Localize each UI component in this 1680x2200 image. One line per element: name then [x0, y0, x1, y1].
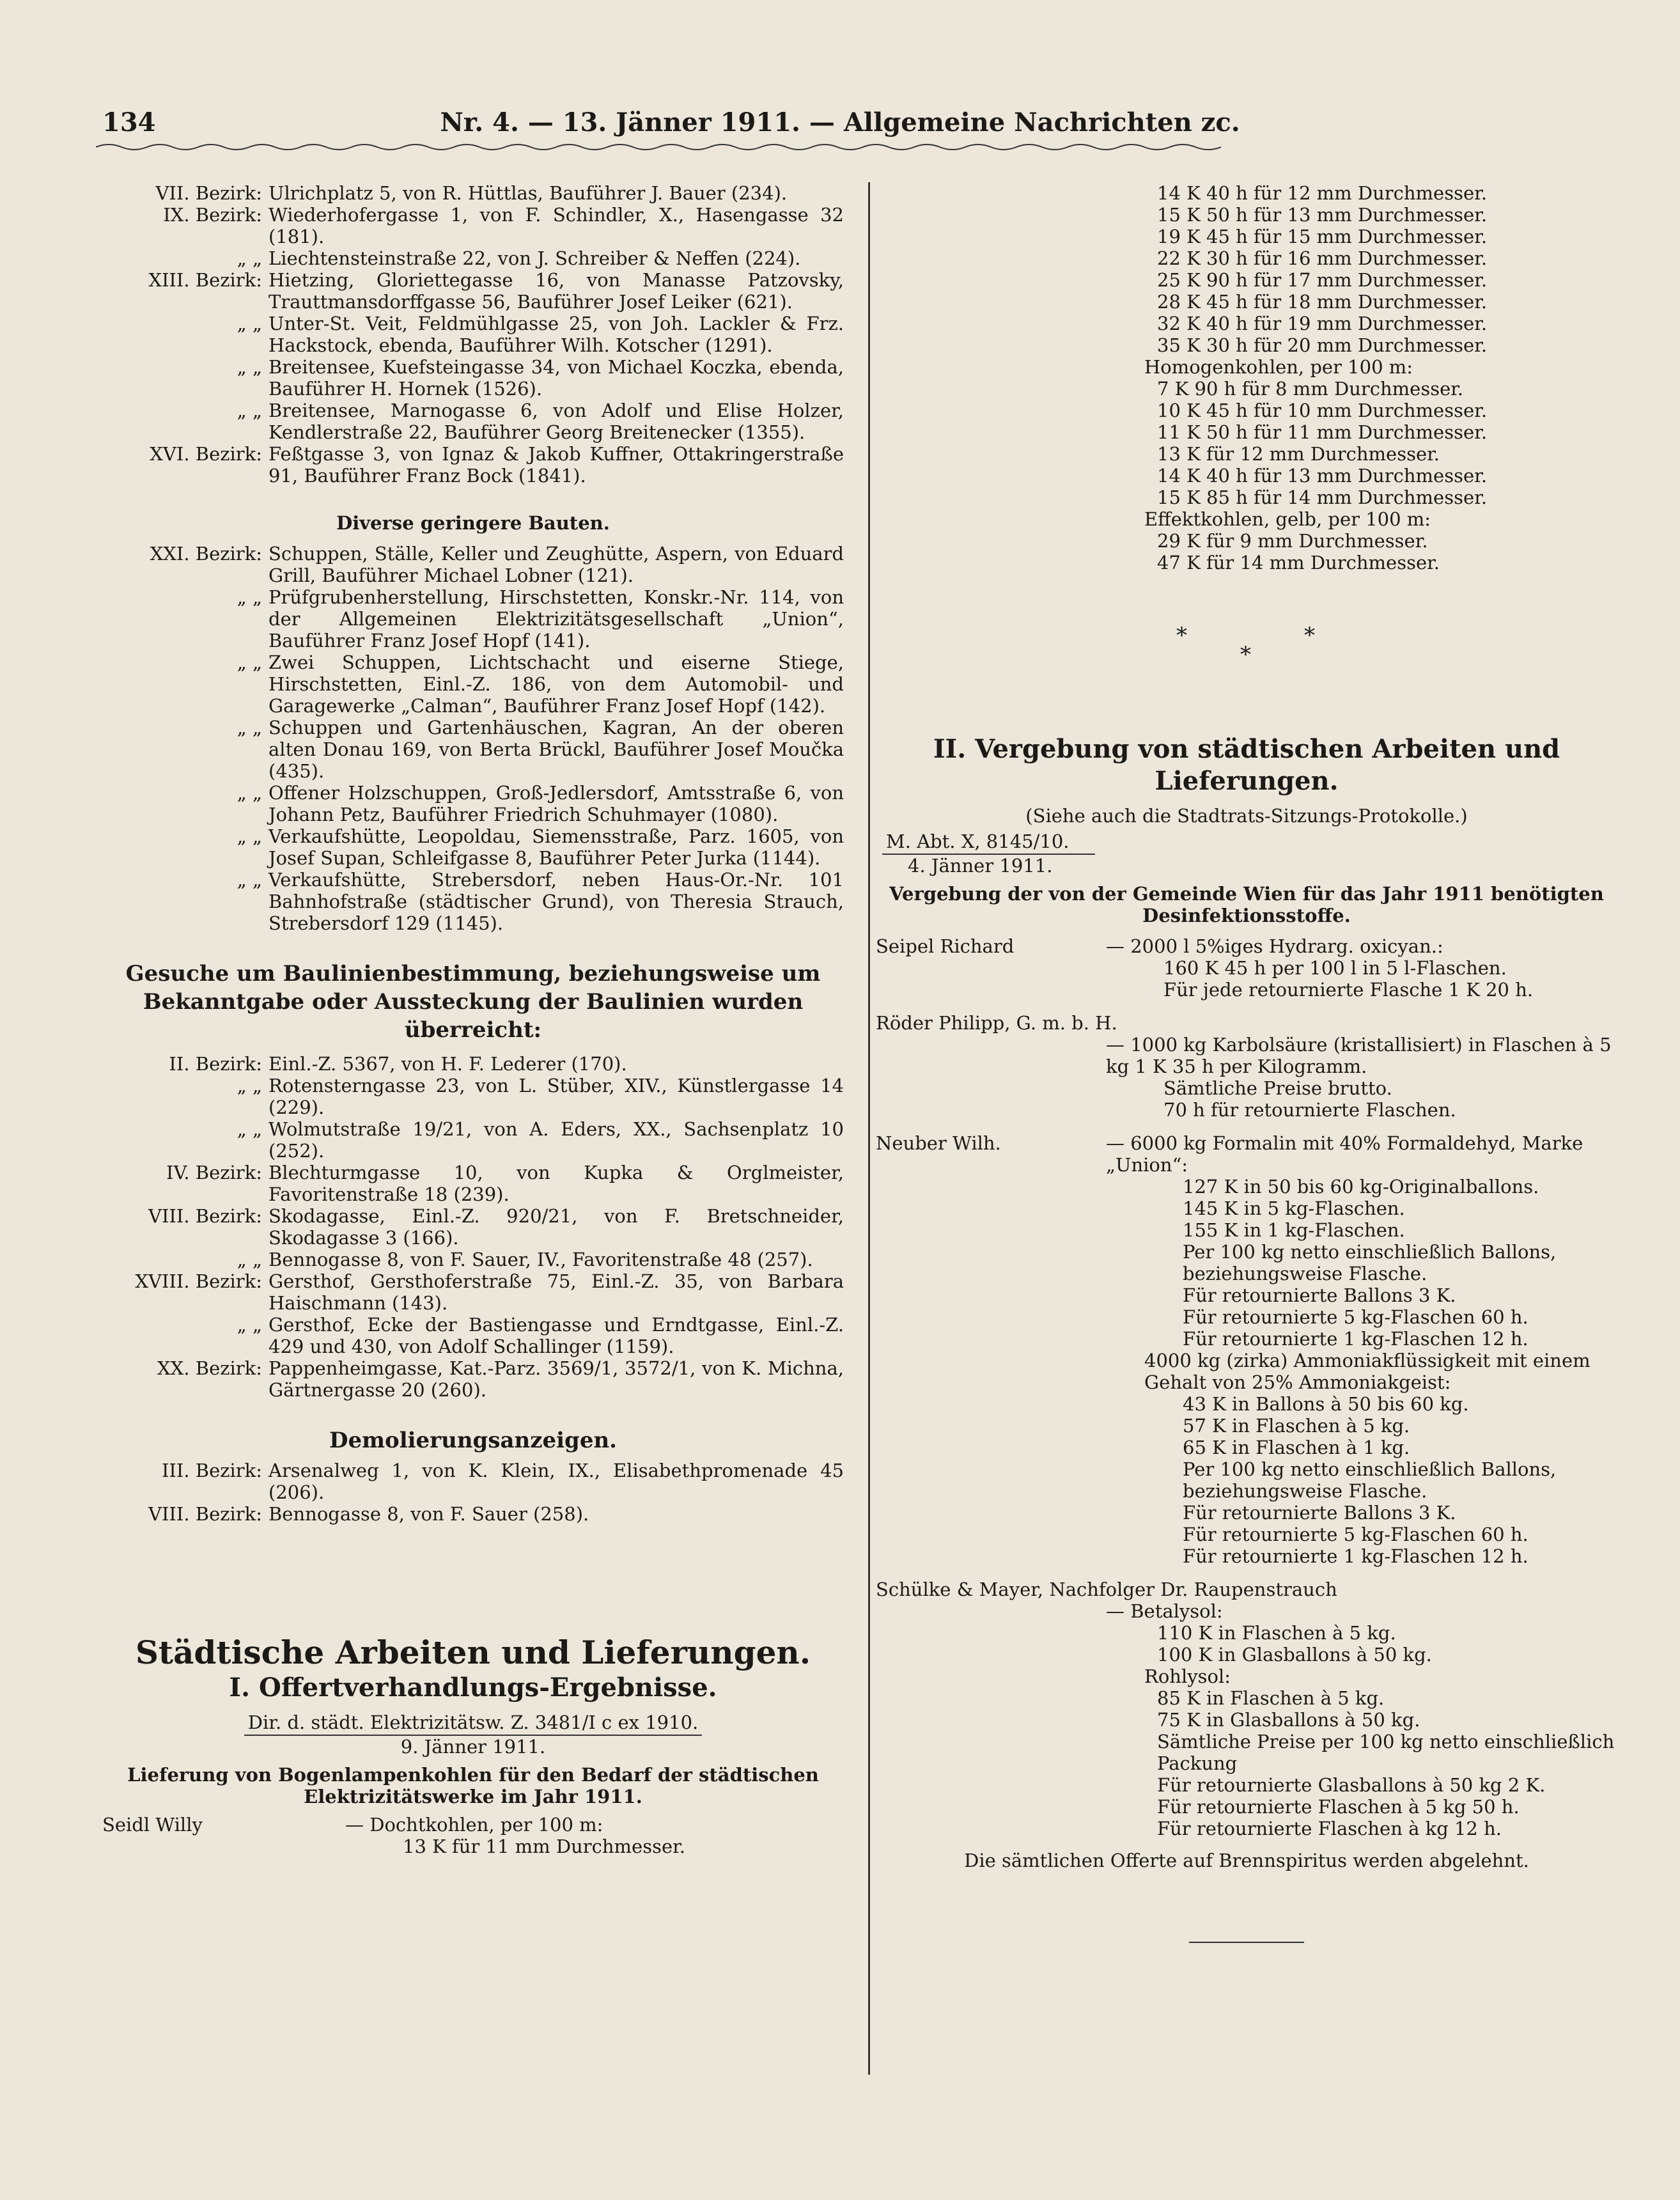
list-item [102, 1249, 844, 1270]
district-label: „ „ [237, 1249, 262, 1270]
list-item [102, 543, 844, 586]
vendor-line: 13 K für 11 mm Durchmesser. [403, 1836, 686, 1857]
district-label: „ „ [237, 651, 262, 673]
district-label: „ „ [237, 247, 262, 269]
district-label: „ „ [237, 782, 262, 804]
list-item [102, 1075, 844, 1118]
section-heading-vergebung: II. Vergebung von städtischen Arbeiten und Lieferungen. [933, 734, 1560, 796]
district-label: II. Bezirk: [169, 1053, 262, 1075]
district-label: XX. Bezirk: [157, 1357, 262, 1379]
price-line: 14 K 40 h für 13 mm Durchmesser. [1157, 465, 1488, 487]
vendor-line: — Betalysol: [1106, 1600, 1223, 1622]
price-line: 10 K 45 h für 10 mm Durchmesser. [1157, 400, 1488, 421]
entry-text: Verkaufshütte, Leopoldau, Siemensstraße, Parz. 1605, von Josef Supan, Schleifgasse 8, Bauführer Peter Jurka (1144). [268, 825, 844, 869]
offert-subject: Lieferung von Bogenlampenkohlen für den Bedarf der städtischen Elektrizitätswerke im Jahr 1911. [127, 1764, 819, 1807]
entry-text: Liechtensteinstraße 22, von J. Schreiber & Neffen (224). [268, 247, 801, 269]
entry-text: Wolmutstraße 19/21, von A. Eders, XX., Sachsenplatz 10 (252). [268, 1118, 844, 1162]
vendor-line: 160 K 45 h per 100 l in 5 l-Flaschen. [1163, 957, 1507, 979]
list-item [102, 313, 844, 356]
district-label: „ „ [237, 1118, 262, 1140]
district-label: VIII. Bezirk: [148, 1205, 262, 1227]
district-label: „ „ [237, 1314, 262, 1336]
vergebung-subject: Vergebung der von der Gemeinde Wien für das Jahr 1911 benötigten Desinfektionsstoffe. [889, 883, 1604, 926]
vendor-line: 110 K in Flaschen à 5 kg. [1157, 1622, 1396, 1644]
list-item [102, 1314, 844, 1357]
section-heading-demolierung: Demolierungsanzeigen. [329, 1428, 618, 1453]
list-item [102, 651, 844, 717]
price-line: 25 K 90 h für 17 mm Durchmesser. [1157, 269, 1488, 291]
list-item [102, 1162, 844, 1205]
vergebung-note: (Siehe auch die Stadtrats-Sitzungs-Protokolle.) [1025, 805, 1468, 827]
vendor-line: 43 K in Ballons à 50 bis 60 kg. [1183, 1393, 1469, 1415]
star-glyph: * [1176, 623, 1187, 648]
entry-text: Blechturmgasse 10, von Kupka & Orglmeister, Favoritenstraße 18 (239). [268, 1162, 844, 1205]
vendor-block [876, 1012, 1617, 1121]
district-label: „ „ [237, 717, 262, 738]
entry-text: Verkaufshütte, Strebersdorf, neben Haus-Or.-Nr. 101 Bahnhofstraße (städtischer Grund), von Theresia Strauch, Strebersdorf 129 (1145). [268, 869, 844, 934]
vendor-line: Für retournierte Flaschen à kg 12 h. [1157, 1818, 1502, 1839]
vendor-line: 57 K in Flaschen à 5 kg. [1183, 1415, 1410, 1437]
list-item [102, 825, 844, 869]
price-line: 11 K 50 h für 11 mm Durchmesser. [1157, 421, 1488, 443]
entry-text: Bennogasse 8, von F. Sauer, IV., Favoritenstraße 48 (257). [268, 1249, 813, 1270]
vendor-line: Für retournierte Ballons 3 K. [1183, 1502, 1456, 1524]
list-item [102, 204, 844, 247]
list-item [102, 269, 844, 313]
vendor-block [876, 1579, 1617, 1839]
vendor-line: Für retournierte Flaschen à 5 kg 50 h. [1157, 1796, 1520, 1818]
column-divider [868, 182, 870, 2075]
price-line: 13 K für 12 mm Durchmesser. [1157, 443, 1440, 465]
entry-text: Gersthof, Gersthoferstraße 75, Einl.-Z. 35, von Barbara Haischmann (143). [268, 1270, 844, 1314]
entry-text: Breitensee, Kuefsteingasse 34, von Michael Koczka, ebenda, Bauführer H. Hornek (1526). [268, 356, 844, 400]
entries-group-1 [102, 182, 844, 487]
section-heading-offert: I. Offertverhandlungs-Ergebnisse. [229, 1673, 717, 1703]
vendor-line: 4000 kg (zirka) Ammoniakflüssigkeit mit einem Gehalt von 25% Ammoniakgeist: [1144, 1350, 1591, 1393]
entries-group-2 [102, 543, 844, 934]
vendor-line: 65 K in Flaschen à 1 kg. [1183, 1437, 1410, 1458]
district-label: VIII. Bezirk: [148, 1503, 262, 1525]
section-heading-staedtische: Städtische Arbeiten und Lieferungen. [135, 1634, 811, 1671]
vendor-block [876, 1132, 1617, 1567]
entry-text: Unter-St. Veit, Feldmühlgasse 25, von Joh. Lackler & Frz. Hackstock, ebenda, Bauführer Wilh. Kotscher (1291). [268, 313, 844, 356]
price-subheading: Homogenkohlen, per 100 m: [1144, 356, 1413, 378]
list-item [102, 1053, 844, 1075]
section-heading-diverse: Diverse geringere Bauten. [336, 512, 610, 534]
price-line: 22 K 30 h für 16 mm Durchmesser. [1157, 247, 1488, 269]
district-label: IX. Bezirk: [163, 204, 262, 226]
district-label: „ „ [237, 356, 262, 378]
entries-group-3 [102, 1053, 844, 1401]
district-label: III. Bezirk: [161, 1460, 262, 1481]
district-label: „ „ [237, 825, 262, 847]
district-label: XIII. Bezirk: [148, 269, 262, 291]
vendor-name: Schülke & Mayer, Nachfolger Dr. Raupenstrauch [876, 1579, 1337, 1600]
list-item [102, 400, 844, 443]
price-line: 15 K 50 h für 13 mm Durchmesser. [1157, 204, 1488, 226]
vendor-line: 100 K in Glasballons à 50 kg. [1157, 1644, 1432, 1666]
district-label: „ „ [237, 869, 262, 891]
star-glyph: * [1304, 623, 1315, 648]
entry-text: Schuppen und Gartenhäuschen, Kagran, An der oberen alten Donau 169, von Berta Brückl, Bauführer Josef Moučka (435). [268, 717, 844, 782]
vendor-line: Für retournierte Ballons 3 K. [1183, 1284, 1456, 1306]
price-line: 28 K 45 h für 18 mm Durchmesser. [1157, 291, 1488, 313]
vendor-line: Für retournierte 1 kg-Flaschen 12 h. [1183, 1328, 1528, 1350]
entry-text: Ulrichplatz 5, von R. Hüttlas, Bauführer J. Bauer (234). [268, 182, 788, 204]
list-item [102, 1205, 844, 1249]
vendor-name: Seipel Richard [876, 935, 1015, 957]
list-item [102, 782, 844, 825]
header-wavy-rule [96, 142, 1227, 152]
asterism [876, 625, 1617, 682]
end-rule [1189, 1942, 1304, 1943]
vendor-line: Rohlysol: [1144, 1666, 1231, 1687]
list-item [102, 869, 844, 934]
district-label: XVIII. Bezirk: [135, 1270, 262, 1292]
page-number: 134 [102, 107, 156, 137]
vendor-line: — 2000 l 5%iges Hydrarg. oxicyan.: [1106, 935, 1443, 957]
vendor-line: 70 h für retournierte Flaschen. [1163, 1099, 1456, 1121]
vergebung-reference: M. Abt. X, 8145/10. [882, 831, 1095, 855]
entry-text: Bennogasse 8, von F. Sauer (258). [268, 1503, 589, 1525]
price-line: 35 K 30 h für 20 mm Durchmesser. [1157, 334, 1488, 356]
list-item [102, 1270, 844, 1314]
price-line: 7 K 90 h für 8 mm Durchmesser. [1157, 378, 1464, 400]
entry-text: Feßtgasse 3, von Ignaz & Jakob Kuffner, Ottakringerstraße 91, Bauführer Franz Bock (1841). [268, 443, 844, 487]
list-item [102, 586, 844, 651]
left-column [102, 182, 844, 1857]
header-title: Nr. 4. — 13. Jänner 1911. — Allgemeine Nachrichten zc. [440, 107, 1240, 137]
entry-text: Arsenalweg 1, von K. Klein, IX., Elisabethpromenade 45 (206). [268, 1460, 844, 1503]
entry-text: Einl.-Z. 5367, von H. F. Lederer (170). [268, 1053, 627, 1075]
vendor-name: Neuber Wilh. [876, 1132, 1001, 1154]
price-line: 32 K 40 h für 19 mm Durchmesser. [1157, 313, 1488, 334]
list-item [102, 356, 844, 400]
vendor-block [876, 935, 1617, 1001]
price-line: 14 K 40 h für 12 mm Durchmesser. [1157, 182, 1488, 204]
list-item [102, 1357, 844, 1401]
running-header [102, 107, 1578, 146]
vendor-line: Für retournierte 5 kg-Flaschen 60 h. [1183, 1306, 1528, 1328]
vendor-line: — 1000 kg Karbolsäure (kristallisiert) in Flaschen à 5 kg 1 K 35 h per Kilogramm. [1106, 1034, 1612, 1077]
offert-vendor-block [102, 1814, 844, 1857]
vendor-line: 155 K in 1 kg-Flaschen. [1183, 1219, 1405, 1241]
vendor-line: — Dochtkohlen, per 100 m: [345, 1814, 603, 1836]
district-label: „ „ [237, 586, 262, 608]
entry-text: Skodagasse, Einl.-Z. 920/21, von F. Bretschneider, Skodagasse 3 (166). [268, 1205, 844, 1249]
entry-text: Zwei Schuppen, Lichtschacht und eiserne Stiege, Hirschstetten, Einl.-Z. 186, von dem Automobil- und Garagewerke „Calman“, Bauführer Franz Josef Hopf (142). [268, 651, 844, 717]
district-label: „ „ [237, 400, 262, 421]
carbon-price-list [1144, 182, 1617, 573]
list-item [102, 182, 844, 204]
vendor-line: Für retournierte 1 kg-Flaschen 12 h. [1183, 1545, 1528, 1567]
entry-text: Pappenheimgasse, Kat.-Parz. 3569/1, 3572/1, von K. Michna, Gärtnergasse 20 (260). [268, 1357, 844, 1401]
price-line: 29 K für 9 mm Durchmesser. [1157, 530, 1428, 552]
vendor-line: Per 100 kg netto einschließlich Ballons, beziehungsweise Flasche. [1183, 1241, 1557, 1284]
vendor-line: 75 K in Glasballons à 50 kg. [1157, 1709, 1420, 1731]
list-item [102, 717, 844, 782]
vendor-line: Für retournierte Glasballons à 50 kg 2 K. [1157, 1774, 1546, 1796]
vendor-line: Für retournierte 5 kg-Flaschen 60 h. [1183, 1524, 1528, 1545]
vendor-line: Sämtliche Preise brutto. [1163, 1077, 1392, 1099]
list-item [102, 1118, 844, 1162]
district-label: „ „ [237, 1075, 262, 1096]
entry-text: Schuppen, Ställe, Keller und Zeughütte, Aspern, von Eduard Grill, Bauführer Michael Lobner (121). [268, 543, 844, 586]
district-label: XXI. Bezirk: [150, 543, 262, 565]
price-line: 47 K für 14 mm Durchmesser. [1157, 552, 1440, 573]
star-glyph: * [1240, 642, 1251, 667]
district-label: IV. Bezirk: [166, 1162, 262, 1183]
vendor-line: Für jede retournierte Flasche 1 K 20 h. [1163, 979, 1534, 1001]
price-line: 15 K 85 h für 14 mm Durchmesser. [1157, 487, 1488, 508]
offert-reference: Dir. d. städt. Elektrizitätsw. Z. 3481/I c ex 1910. [244, 1712, 702, 1736]
price-subheading: Effektkohlen, gelb, per 100 m: [1144, 508, 1431, 530]
list-item [102, 443, 844, 487]
entry-text: Gersthof, Ecke der Bastiengasse und Erndtgasse, Einl.-Z. 429 und 430, von Adolf Schallinger (1159). [268, 1314, 844, 1357]
vendor-line: 127 K in 50 bis 60 kg-Originalballons. [1183, 1176, 1539, 1198]
vendor-line: — 6000 kg Formalin mit 40% Formaldehyd, Marke „Union“: [1106, 1132, 1583, 1176]
list-item [102, 247, 844, 269]
district-label: VII. Bezirk: [155, 182, 262, 204]
entry-text: Offener Holzschuppen, Groß-Jedlersdorf, Amtsstraße 6, von Johann Petz, Bauführer Friedrich Schuhmayer (1080). [268, 782, 844, 825]
entry-text: Breitensee, Marnogasse 6, von Adolf und Elise Holzer, Kendlerstraße 22, Bauführer Georg Breitenecker (1355). [268, 400, 844, 443]
closing-note: Die sämtlichen Offerte auf Brennspiritus werden abgelehnt. [964, 1850, 1529, 1871]
price-line: 19 K 45 h für 15 mm Durchmesser. [1157, 226, 1488, 247]
vendor-line: Sämtliche Preise per 100 kg netto einschließlich Packung [1157, 1731, 1615, 1774]
entry-text: Rotensterngasse 23, von L. Stüber, XIV., Künstlergasse 14 (229). [268, 1075, 844, 1118]
entry-text: Prüfgrubenherstellung, Hirschstetten, Konskr.-Nr. 114, von der Allgemeinen Elektrizitätsgesellschaft „Union“, Bauführer Franz Josef Hopf (141). [268, 586, 844, 651]
vergebung-date: 4. Jänner 1911. [908, 855, 1053, 877]
vendor-name: Röder Philipp, G. m. b. H. [876, 1012, 1117, 1034]
vendor-line: 85 K in Flaschen à 5 kg. [1157, 1687, 1385, 1709]
offert-date: 9. Jänner 1911. [400, 1736, 546, 1758]
entries-group-4 [102, 1460, 844, 1525]
right-column [876, 182, 1617, 1962]
list-item [102, 1460, 844, 1503]
section-heading-gesuche: Gesuche um Baulinienbestimmung, beziehungsweise um Bekanntgabe oder Aussteckung der Baulinien wurden überreicht: [125, 961, 821, 1043]
district-label: „ „ [237, 313, 262, 334]
vendor-line: 145 K in 5 kg-Flaschen. [1183, 1198, 1405, 1219]
entry-text: Hietzing, Gloriettegasse 16, von Manasse Patzovsky, Trauttmansdorffgasse 56, Bauführer Josef Leiker (621). [268, 269, 844, 313]
vendor-name: Seidl Willy [102, 1814, 203, 1836]
district-label: XVI. Bezirk: [150, 443, 262, 465]
vendor-line: Per 100 kg netto einschließlich Ballons, beziehungsweise Flasche. [1183, 1458, 1557, 1502]
entry-text: Wiederhofergasse 1, von F. Schindler, X., Hasengasse 32 (181). [268, 204, 844, 247]
list-item [102, 1503, 844, 1525]
